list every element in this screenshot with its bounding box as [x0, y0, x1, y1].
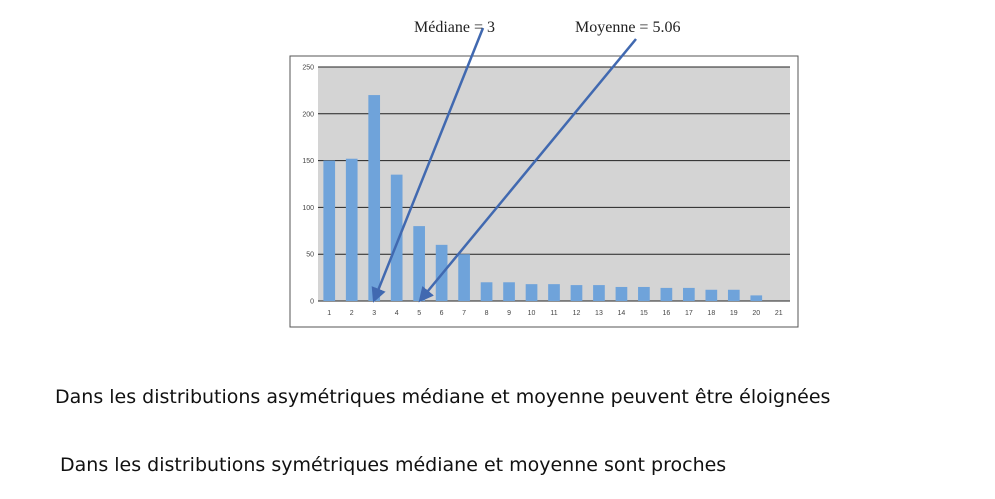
- bar: [391, 175, 403, 301]
- x-tick-label: 18: [707, 310, 716, 317]
- x-tick-label: 4: [394, 310, 399, 317]
- y-tick-label: 50: [306, 251, 314, 259]
- bar: [458, 254, 470, 301]
- x-tick-label: 16: [662, 310, 671, 317]
- bar: [323, 161, 335, 301]
- bar: [705, 290, 717, 301]
- x-tick-label: 3: [372, 310, 377, 317]
- y-tick-label: 200: [302, 111, 314, 119]
- bar: [548, 284, 560, 301]
- bar: [481, 282, 493, 301]
- x-tick-label: 20: [752, 310, 761, 317]
- x-tick-label: 15: [640, 310, 648, 317]
- bar: [368, 95, 380, 301]
- bar: [593, 285, 605, 301]
- x-tick-label: 11: [550, 310, 558, 317]
- bar: [750, 295, 762, 301]
- y-tick-label: 100: [302, 204, 314, 212]
- x-tick-label: 2: [349, 310, 354, 317]
- x-tick-label: 19: [729, 310, 738, 317]
- bar: [346, 159, 358, 301]
- bar: [728, 290, 740, 301]
- x-tick-label: 6: [439, 310, 444, 317]
- bar: [503, 282, 515, 301]
- x-tick-label: 12: [572, 310, 581, 317]
- x-tick-label: 14: [617, 310, 626, 317]
- y-tick-label: 150: [302, 158, 314, 166]
- bar: [571, 285, 583, 301]
- bar: [616, 287, 628, 301]
- caption-symmetric: Dans les distributions symétriques médiane et moyenne sont proches: [60, 454, 727, 476]
- bar: [683, 288, 695, 301]
- bar: [638, 287, 650, 301]
- y-tick-label: 250: [302, 64, 314, 72]
- median-annotation-label: Médiane = 3: [414, 19, 495, 36]
- x-tick-label: 5: [417, 310, 422, 317]
- x-tick-label: 8: [484, 310, 489, 317]
- bar: [413, 226, 425, 301]
- x-tick-label: 17: [684, 310, 693, 317]
- bar: [526, 284, 538, 301]
- bar: [661, 288, 673, 301]
- y-tick-label: 0: [310, 298, 314, 306]
- x-tick-label: 13: [595, 310, 603, 317]
- caption-asymmetric: Dans les distributions asymétriques médiane et moyenne peuvent être éloignées: [55, 386, 831, 408]
- x-tick-label: 1: [327, 310, 332, 317]
- x-tick-label: 10: [527, 310, 536, 317]
- x-tick-label: 21: [774, 310, 783, 317]
- mean-annotation-label: Moyenne = 5.06: [575, 19, 681, 36]
- x-tick-label: 7: [462, 310, 467, 317]
- x-tick-label: 9: [507, 310, 512, 317]
